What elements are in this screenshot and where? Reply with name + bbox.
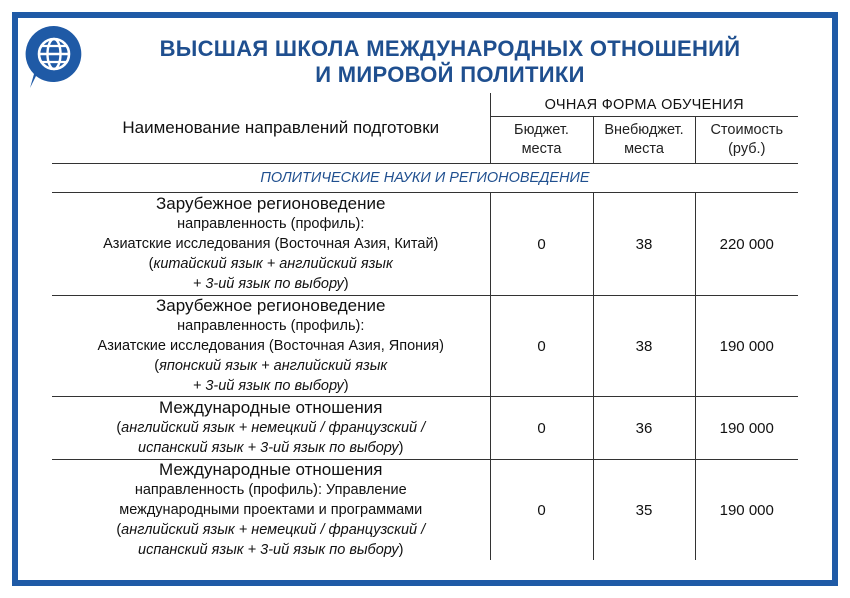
program-title: Международные отношения [159,398,383,417]
title-line-1: ВЫСШАЯ ШКОЛА МЕЖДУНАРОДНЫХ ОТНОШЕНИЙ [159,36,741,61]
program-name-cell [52,460,490,561]
program-name-cell [52,296,490,397]
paid-places: 38 [593,296,695,397]
program-languages: (японский язык + английский язык [154,358,388,374]
header-program-name: Наименование направлений подготовки [52,93,490,164]
budget-places: 0 [490,193,593,296]
header-budget-line1: Бюджет. [514,122,569,138]
paid-places: 35 [593,460,695,561]
page-title [100,36,800,88]
header-budget [490,117,593,164]
header-paid [593,117,695,164]
program-profile: Азиатские исследования (Восточная Азия, Китай) [103,236,439,252]
budget-places: 0 [490,296,593,397]
program-languages-cont: + 3-ий язык по выбору) [192,378,349,394]
table-row [52,296,798,397]
program-title: Зарубежное регионоведение [156,296,386,315]
program-name-cell [52,193,490,296]
header-paid-line1: Внебюджет. [604,122,684,138]
header-budget-line2: места [521,141,562,157]
budget-places: 0 [490,397,593,460]
programs-table [52,93,798,560]
program-languages-cont: испанский язык + 3-ий язык по выбору) [138,440,404,456]
program-name-cell [52,397,490,460]
table-row [52,397,798,460]
program-title: Международные отношения [159,460,383,479]
program-profile-cont: международными проектами и программами [119,502,423,518]
program-profile: Азиатские исследования (Восточная Азия, Япония) [97,338,444,354]
paid-places: 38 [593,193,695,296]
header-study-form: ОЧНАЯ ФОРМА ОБУЧЕНИЯ [490,93,798,117]
program-profile-label: направленность (профиль): [177,216,365,232]
table-row [52,460,798,561]
globe-icon [24,24,84,90]
program-profile: направленность (профиль): Управление [134,482,407,498]
title-line-2: И МИРОВОЙ ПОЛИТИКИ [315,62,585,87]
table-row [52,193,798,296]
program-languages: (английский язык + немецкий / французский / [116,420,426,436]
program-profile-label: направленность (профиль): [177,318,365,334]
program-languages: (китайский язык + английский язык [148,256,393,272]
header-cost [695,117,798,164]
tuition-cost: 190 000 [695,296,798,397]
program-languages: (английский язык + немецкий / французский / [116,522,426,538]
budget-places: 0 [490,460,593,561]
program-languages-cont: + 3-ий язык по выбору) [192,276,349,292]
section-heading: ПОЛИТИЧЕСКИЕ НАУКИ И РЕГИОНОВЕДЕНИЕ [52,164,798,193]
header-paid-line2: места [624,141,664,157]
program-languages-cont: испанский язык + 3-ий язык по выбору) [138,542,404,558]
tuition-cost: 190 000 [695,460,798,561]
tuition-cost: 190 000 [695,397,798,460]
program-title: Зарубежное регионоведение [156,194,386,213]
paid-places: 36 [593,397,695,460]
header-cost-line1: Стоимость [710,122,784,138]
header-cost-line2: (руб.) [728,141,766,157]
tuition-cost: 220 000 [695,193,798,296]
